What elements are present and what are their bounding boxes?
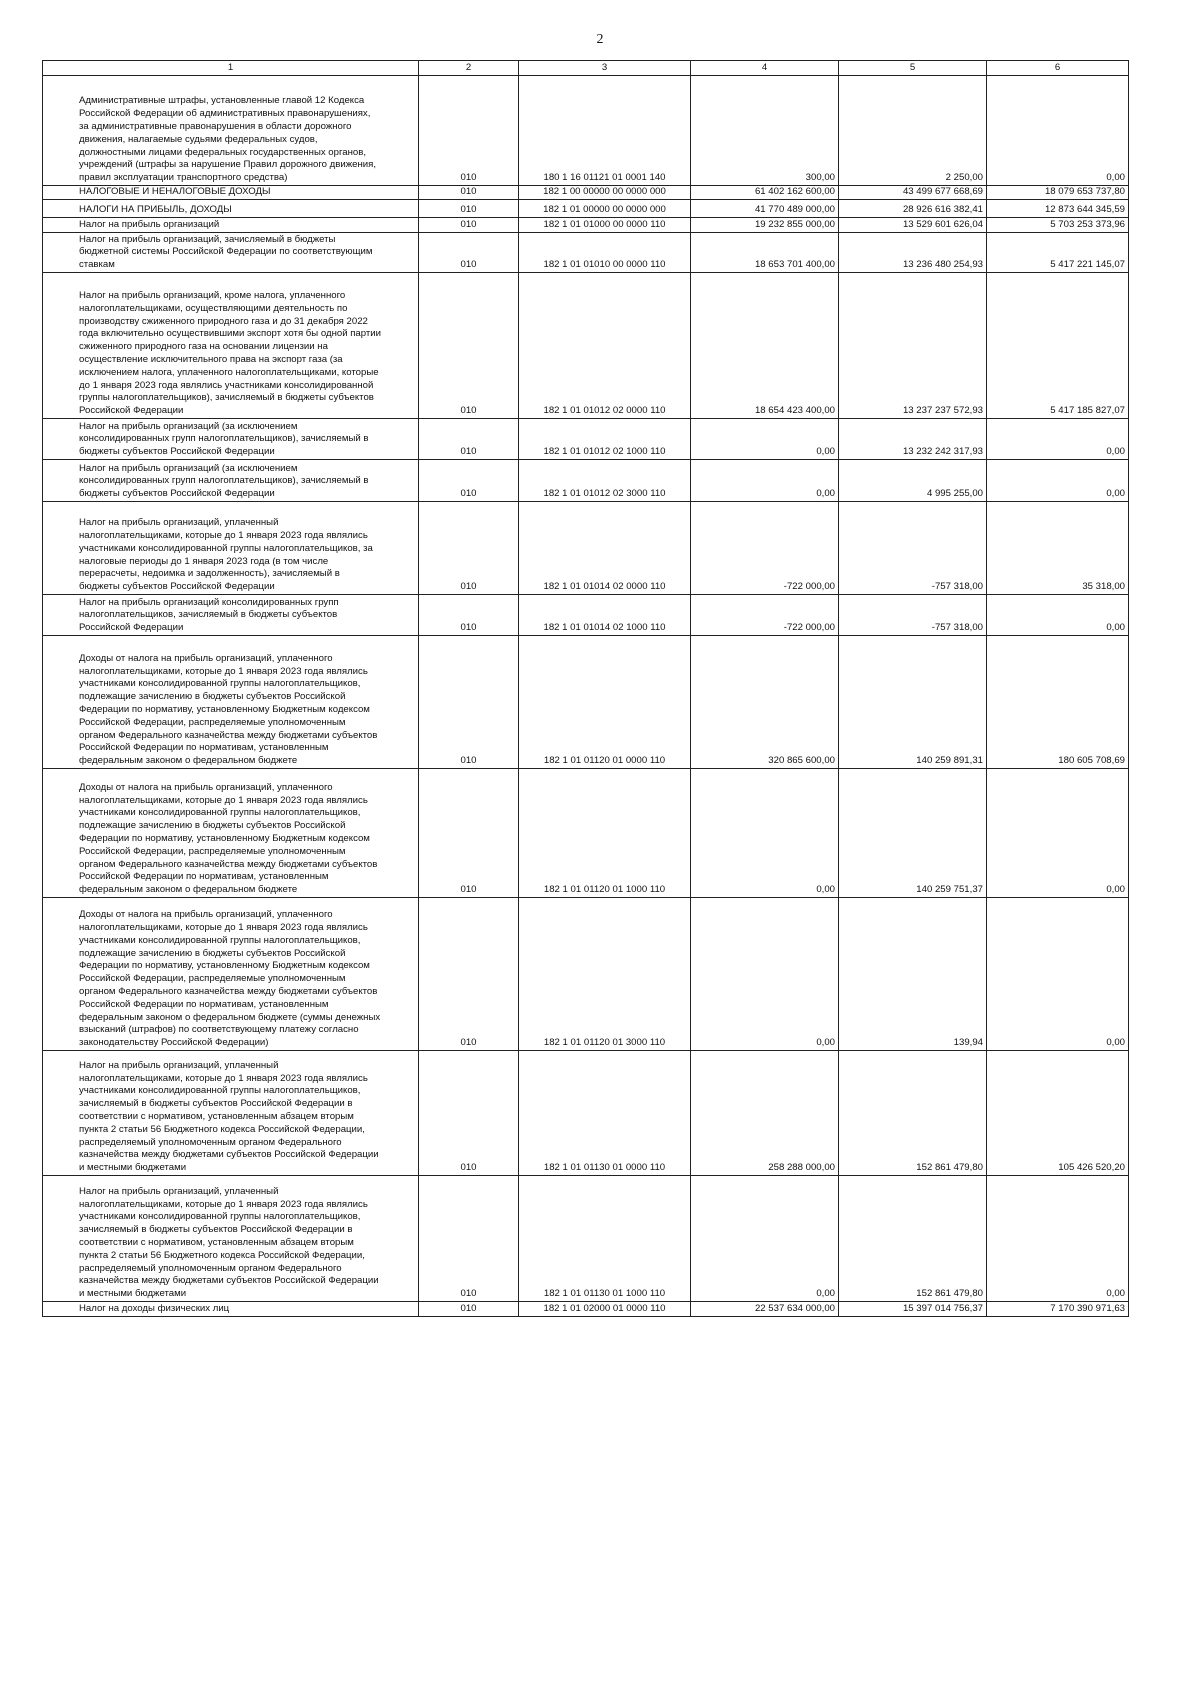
row-unexecuted-amount: 5 703 253 373,96 bbox=[987, 218, 1129, 233]
row-name: Налог на прибыль организаций, кроме налога, уплаченного налогоплательщиками, осуществляющими деятельность по производству сжиженного природного газа и до 31 декабря 2022 года включительно осуществившими экспорт хотя бы одной партии сжиженного природного газа на основании лицензии на осуществление исключительного права на экспорт газа (за исключением налога, уплаченного налогоплательщиками, которые до 1 января 2023 года являлись участниками консолидированной группы налогоплательщиков), зачисляемый в бюджеты субъектов Российской Федерации bbox=[43, 273, 419, 419]
row-budget-code: 182 1 01 01120 01 0000 110 bbox=[519, 636, 691, 769]
row-name: Налог на прибыль организаций, уплаченный налогоплательщиками, которые до 1 января 2023 года являлись участниками консолидированной группы налогоплательщиков, зачисляемый в бюджеты субъектов Российской Федерации в соответствии с нормативом, установленным абзацем вторым пункта 2 статьи 56 Бюджетного кодекса Российской Федерации, распределяемый уполномоченным органом Федерального казначейства между бюджетами субъектов Российской Федерации и местными бюджетами bbox=[43, 1176, 419, 1302]
row-budget-code: 182 1 01 01014 02 1000 110 bbox=[519, 595, 691, 636]
row-line-code: 010 bbox=[419, 200, 519, 218]
row-executed-amount: 140 259 751,37 bbox=[839, 769, 987, 898]
table-row bbox=[43, 460, 1129, 502]
row-approved-amount: 0,00 bbox=[691, 769, 839, 898]
row-line-code: 010 bbox=[419, 898, 519, 1051]
table-row bbox=[43, 419, 1129, 460]
row-executed-amount: 4 995 255,00 bbox=[839, 460, 987, 502]
table-row bbox=[43, 1176, 1129, 1302]
row-line-code: 010 bbox=[419, 460, 519, 502]
row-name: Доходы от налога на прибыль организаций, уплаченного налогоплательщиками, которые до 1 января 2023 года являлись участниками консолидированной группы налогоплательщиков, подлежащие зачислению в бюджеты субъектов Российской Федерации по нормативу, установленному Бюджетным кодексом Российской Федерации, распределяемые уполномоченным органом Федерального казначейства между бюджетами субъектов Российской Федерации по нормативам, установленным федеральным законом о федеральном бюджете bbox=[43, 769, 419, 898]
row-unexecuted-amount: 5 417 185 827,07 bbox=[987, 273, 1129, 419]
table-row bbox=[43, 200, 1129, 218]
row-unexecuted-amount: 105 426 520,20 bbox=[987, 1051, 1129, 1176]
row-line-code: 010 bbox=[419, 419, 519, 460]
row-unexecuted-amount: 5 417 221 145,07 bbox=[987, 233, 1129, 273]
table-body bbox=[43, 76, 1129, 1317]
row-line-code: 010 bbox=[419, 595, 519, 636]
row-approved-amount: 0,00 bbox=[691, 898, 839, 1051]
row-budget-code: 182 1 01 01120 01 1000 110 bbox=[519, 769, 691, 898]
row-executed-amount: 140 259 891,31 bbox=[839, 636, 987, 769]
column-header: 2 bbox=[419, 61, 519, 76]
row-unexecuted-amount: 0,00 bbox=[987, 460, 1129, 502]
row-budget-code: 182 1 01 01000 00 0000 110 bbox=[519, 218, 691, 233]
row-executed-amount: -757 318,00 bbox=[839, 502, 987, 595]
table-row bbox=[43, 898, 1129, 1051]
row-name: Доходы от налога на прибыль организаций, уплаченного налогоплательщиками, которые до 1 января 2023 года являлись участниками консолидированной группы налогоплательщиков, подлежащие зачислению в бюджеты субъектов Российской Федерации по нормативу, установленному Бюджетным кодексом Российской Федерации, распределяемые уполномоченным органом Федерального казначейства между бюджетами субъектов Российской Федерации по нормативам, установленным федеральным законом о федеральном бюджете (суммы денежных взысканий (штрафов) по соответствующему платежу согласно законодательству Российской Федерации) bbox=[43, 898, 419, 1051]
row-name: Налог на прибыль организаций консолидированных групп налогоплательщиков, зачисляемый в бюджеты субъектов Российской Федерации bbox=[43, 595, 419, 636]
column-header: 1 bbox=[43, 61, 419, 76]
row-line-code: 010 bbox=[419, 273, 519, 419]
row-approved-amount: 300,00 bbox=[691, 76, 839, 186]
row-approved-amount: 41 770 489 000,00 bbox=[691, 200, 839, 218]
row-unexecuted-amount: 180 605 708,69 bbox=[987, 636, 1129, 769]
row-budget-code: 182 1 01 01130 01 1000 110 bbox=[519, 1176, 691, 1302]
row-budget-code: 182 1 00 00000 00 0000 000 bbox=[519, 186, 691, 200]
row-executed-amount: 152 861 479,80 bbox=[839, 1051, 987, 1176]
column-header: 5 bbox=[839, 61, 987, 76]
row-executed-amount: 28 926 616 382,41 bbox=[839, 200, 987, 218]
row-approved-amount: 19 232 855 000,00 bbox=[691, 218, 839, 233]
row-unexecuted-amount: 0,00 bbox=[987, 1176, 1129, 1302]
row-executed-amount: 152 861 479,80 bbox=[839, 1176, 987, 1302]
row-executed-amount: 2 250,00 bbox=[839, 76, 987, 186]
row-executed-amount: -757 318,00 bbox=[839, 595, 987, 636]
row-budget-code: 182 1 01 01130 01 0000 110 bbox=[519, 1051, 691, 1176]
row-line-code: 010 bbox=[419, 76, 519, 186]
row-executed-amount: 15 397 014 756,37 bbox=[839, 1302, 987, 1317]
row-unexecuted-amount: 0,00 bbox=[987, 595, 1129, 636]
row-executed-amount: 43 499 677 668,69 bbox=[839, 186, 987, 200]
row-approved-amount: 22 537 634 000,00 bbox=[691, 1302, 839, 1317]
column-header: 3 bbox=[519, 61, 691, 76]
row-approved-amount: 18 654 423 400,00 bbox=[691, 273, 839, 419]
table-row bbox=[43, 769, 1129, 898]
row-line-code: 010 bbox=[419, 502, 519, 595]
row-budget-code: 182 1 01 01012 02 0000 110 bbox=[519, 273, 691, 419]
row-name: Налог на прибыль организаций (за исключением консолидированных групп налогоплательщиков), зачисляемый в бюджеты субъектов Российской Федерации bbox=[43, 419, 419, 460]
table-row bbox=[43, 595, 1129, 636]
row-approved-amount: 0,00 bbox=[691, 460, 839, 502]
row-line-code: 010 bbox=[419, 769, 519, 898]
revenue-report-table bbox=[42, 60, 1129, 1317]
row-line-code: 010 bbox=[419, 1302, 519, 1317]
table-row bbox=[43, 636, 1129, 769]
row-budget-code: 182 1 01 01012 02 1000 110 bbox=[519, 419, 691, 460]
table-header-row bbox=[43, 61, 1129, 76]
row-budget-code: 182 1 01 00000 00 0000 000 bbox=[519, 200, 691, 218]
table-row bbox=[43, 1051, 1129, 1176]
row-unexecuted-amount: 0,00 bbox=[987, 419, 1129, 460]
row-unexecuted-amount: 0,00 bbox=[987, 76, 1129, 186]
table-row bbox=[43, 1302, 1129, 1317]
row-budget-code: 182 1 01 01012 02 3000 110 bbox=[519, 460, 691, 502]
row-approved-amount: 0,00 bbox=[691, 419, 839, 460]
row-approved-amount: 0,00 bbox=[691, 1176, 839, 1302]
row-approved-amount: 61 402 162 600,00 bbox=[691, 186, 839, 200]
row-approved-amount: 18 653 701 400,00 bbox=[691, 233, 839, 273]
row-approved-amount: -722 000,00 bbox=[691, 595, 839, 636]
row-name: НАЛОГОВЫЕ И НЕНАЛОГОВЫЕ ДОХОДЫ bbox=[43, 186, 419, 200]
row-approved-amount: -722 000,00 bbox=[691, 502, 839, 595]
row-line-code: 010 bbox=[419, 218, 519, 233]
row-budget-code: 180 1 16 01121 01 0001 140 bbox=[519, 76, 691, 186]
column-header: 6 bbox=[987, 61, 1129, 76]
row-line-code: 010 bbox=[419, 233, 519, 273]
row-name: Налог на прибыль организаций (за исключением консолидированных групп налогоплательщиков), зачисляемый в бюджеты субъектов Российской Федерации bbox=[43, 460, 419, 502]
row-unexecuted-amount: 18 079 653 737,80 bbox=[987, 186, 1129, 200]
row-line-code: 010 bbox=[419, 1176, 519, 1302]
table-row bbox=[43, 186, 1129, 200]
row-budget-code: 182 1 01 02000 01 0000 110 bbox=[519, 1302, 691, 1317]
row-approved-amount: 320 865 600,00 bbox=[691, 636, 839, 769]
row-unexecuted-amount: 7 170 390 971,63 bbox=[987, 1302, 1129, 1317]
row-budget-code: 182 1 01 01120 01 3000 110 bbox=[519, 898, 691, 1051]
page-number: 2 bbox=[596, 32, 604, 47]
row-executed-amount: 13 237 237 572,93 bbox=[839, 273, 987, 419]
row-name: НАЛОГИ НА ПРИБЫЛЬ, ДОХОДЫ bbox=[43, 200, 419, 218]
row-name: Доходы от налога на прибыль организаций, уплаченного налогоплательщиками, которые до 1 января 2023 года являлись участниками консолидированной группы налогоплательщиков, подлежащие зачислению в бюджеты субъектов Российской Федерации по нормативу, установленному Бюджетным кодексом Российской Федерации, распределяемые уполномоченным органом Федерального казначейства между бюджетами субъектов Российской Федерации по нормативам, установленным федеральным законом о федеральном бюджете bbox=[43, 636, 419, 769]
row-line-code: 010 bbox=[419, 636, 519, 769]
row-line-code: 010 bbox=[419, 186, 519, 200]
row-unexecuted-amount: 35 318,00 bbox=[987, 502, 1129, 595]
row-name: Налог на прибыль организаций, зачисляемый в бюджеты бюджетной системы Российской Федерации по соответствующим ставкам bbox=[43, 233, 419, 273]
row-approved-amount: 258 288 000,00 bbox=[691, 1051, 839, 1176]
row-executed-amount: 139,94 bbox=[839, 898, 987, 1051]
row-unexecuted-amount: 12 873 644 345,59 bbox=[987, 200, 1129, 218]
column-header: 4 bbox=[691, 61, 839, 76]
row-name: Административные штрафы, установленные главой 12 Кодекса Российской Федерации об административных правонарушениях, за административные правонарушения в области дорожного движения, налагаемые судьями федеральных судов, должностными лицами федеральных государственных органов, учреждений (штрафы за нарушение Правил дорожного движения, правил эксплуатации транспортного средства) bbox=[43, 76, 419, 186]
row-budget-code: 182 1 01 01014 02 0000 110 bbox=[519, 502, 691, 595]
row-unexecuted-amount: 0,00 bbox=[987, 898, 1129, 1051]
row-name: Налог на доходы физических лиц bbox=[43, 1302, 419, 1317]
row-executed-amount: 13 232 242 317,93 bbox=[839, 419, 987, 460]
table-row bbox=[43, 218, 1129, 233]
row-unexecuted-amount: 0,00 bbox=[987, 769, 1129, 898]
row-name: Налог на прибыль организаций bbox=[43, 218, 419, 233]
table-row bbox=[43, 76, 1129, 186]
row-name: Налог на прибыль организаций, уплаченный налогоплательщиками, которые до 1 января 2023 года являлись участниками консолидированной группы налогоплательщиков, за налоговые периоды до 1 января 2023 года (в том числе перерасчеты, недоимка и задолженность), зачисляемый в бюджеты субъектов Российской Федерации bbox=[43, 502, 419, 595]
table-row bbox=[43, 233, 1129, 273]
row-budget-code: 182 1 01 01010 00 0000 110 bbox=[519, 233, 691, 273]
row-executed-amount: 13 529 601 626,04 bbox=[839, 218, 987, 233]
row-line-code: 010 bbox=[419, 1051, 519, 1176]
table-row bbox=[43, 273, 1129, 419]
row-name: Налог на прибыль организаций, уплаченный налогоплательщиками, которые до 1 января 2023 года являлись участниками консолидированной группы налогоплательщиков, зачисляемый в бюджеты субъектов Российской Федерации в соответствии с нормативом, установленным абзацем вторым пункта 2 статьи 56 Бюджетного кодекса Российской Федерации, распределяемый уполномоченным органом Федерального казначейства между бюджетами субъектов Российской Федерации и местными бюджетами bbox=[43, 1051, 419, 1176]
row-executed-amount: 13 236 480 254,93 bbox=[839, 233, 987, 273]
table-row bbox=[43, 502, 1129, 595]
